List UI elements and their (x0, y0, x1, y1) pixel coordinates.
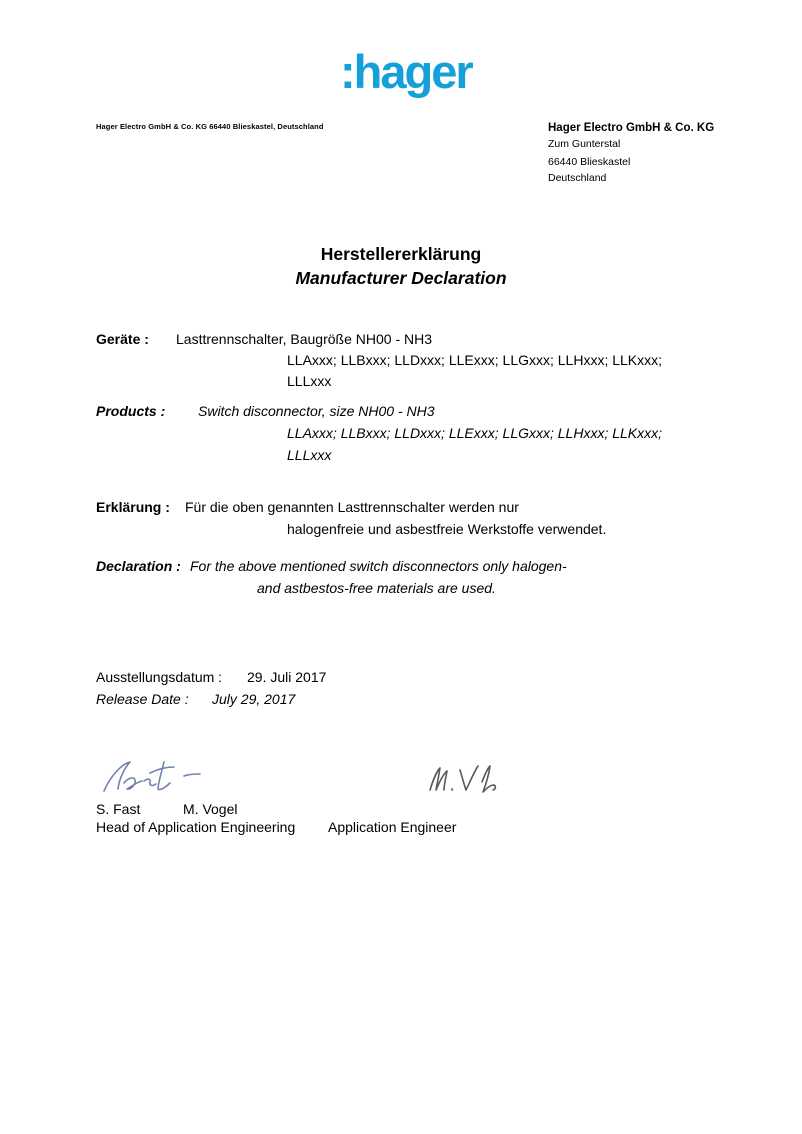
devices-value-en: Switch disconnector, size NH00 - NH3 (198, 403, 435, 419)
devices-models-en-line1: LLAxxx; LLBxxx; LLDxxx; LLExxx; LLGxxx; LLHxxx; LLKxxx; (287, 425, 663, 441)
signer-name-left: S. Fast (96, 801, 141, 817)
signer-title-right: Application Engineer (328, 819, 457, 835)
signature-vogel (424, 757, 504, 803)
release-date-value-en: July 29, 2017 (212, 691, 296, 707)
statement-label-en: Declaration : (96, 558, 181, 574)
signature-fast (98, 753, 216, 801)
statement-text-en-line1: For the above mentioned switch disconnectors only halogen- (190, 558, 567, 574)
address-city: 66440 Blieskastel (548, 156, 631, 168)
devices-label-en: Products : (96, 403, 166, 419)
statement-text-de-line2: halogenfreie und asbestfreie Werkstoffe verwendet. (287, 521, 607, 537)
address-block (548, 120, 714, 186)
release-date-value-de: 29. Juli 2017 (247, 669, 327, 685)
address-company: Hager Electro GmbH & Co. KG (548, 122, 715, 134)
hager-logo: :hager (340, 45, 472, 98)
document-title-en: Manufacturer Declaration (295, 268, 507, 288)
signer-name-right: M. Vogel (183, 801, 238, 817)
statement-text-de-line1: Für die oben genannten Lasttrennschalter werden nur (185, 499, 519, 515)
devices-value-de: Lasttrennschalter, Baugröße NH00 - NH3 (176, 331, 433, 347)
sender-line: Hager Electro GmbH & Co. KG 66440 Blieskastel, Deutschland (96, 122, 324, 131)
devices-models-en-line2: LLLxxx (287, 447, 332, 463)
devices-models-de-line2: LLLxxx (287, 373, 332, 389)
devices-label-de: Geräte : (96, 331, 149, 347)
release-date-label-en: Release Date : (96, 691, 189, 707)
statement-label-de: Erklärung : (96, 499, 170, 515)
devices-models-de-line1: LLAxxx; LLBxxx; LLDxxx; LLExxx; LLGxxx; LLHxxx; LLKxxx; (287, 352, 663, 368)
release-date-label-de: Ausstellungsdatum : (96, 669, 223, 685)
address-country: Deutschland (548, 172, 607, 184)
statement-text-en-line2: and astbestos-free materials are used. (257, 580, 496, 596)
signer-title-left: Head of Application Engineering (96, 819, 296, 835)
address-street: Zum Gunterstal (548, 138, 621, 150)
document-title-de: Herstellererklärung (320, 244, 482, 264)
